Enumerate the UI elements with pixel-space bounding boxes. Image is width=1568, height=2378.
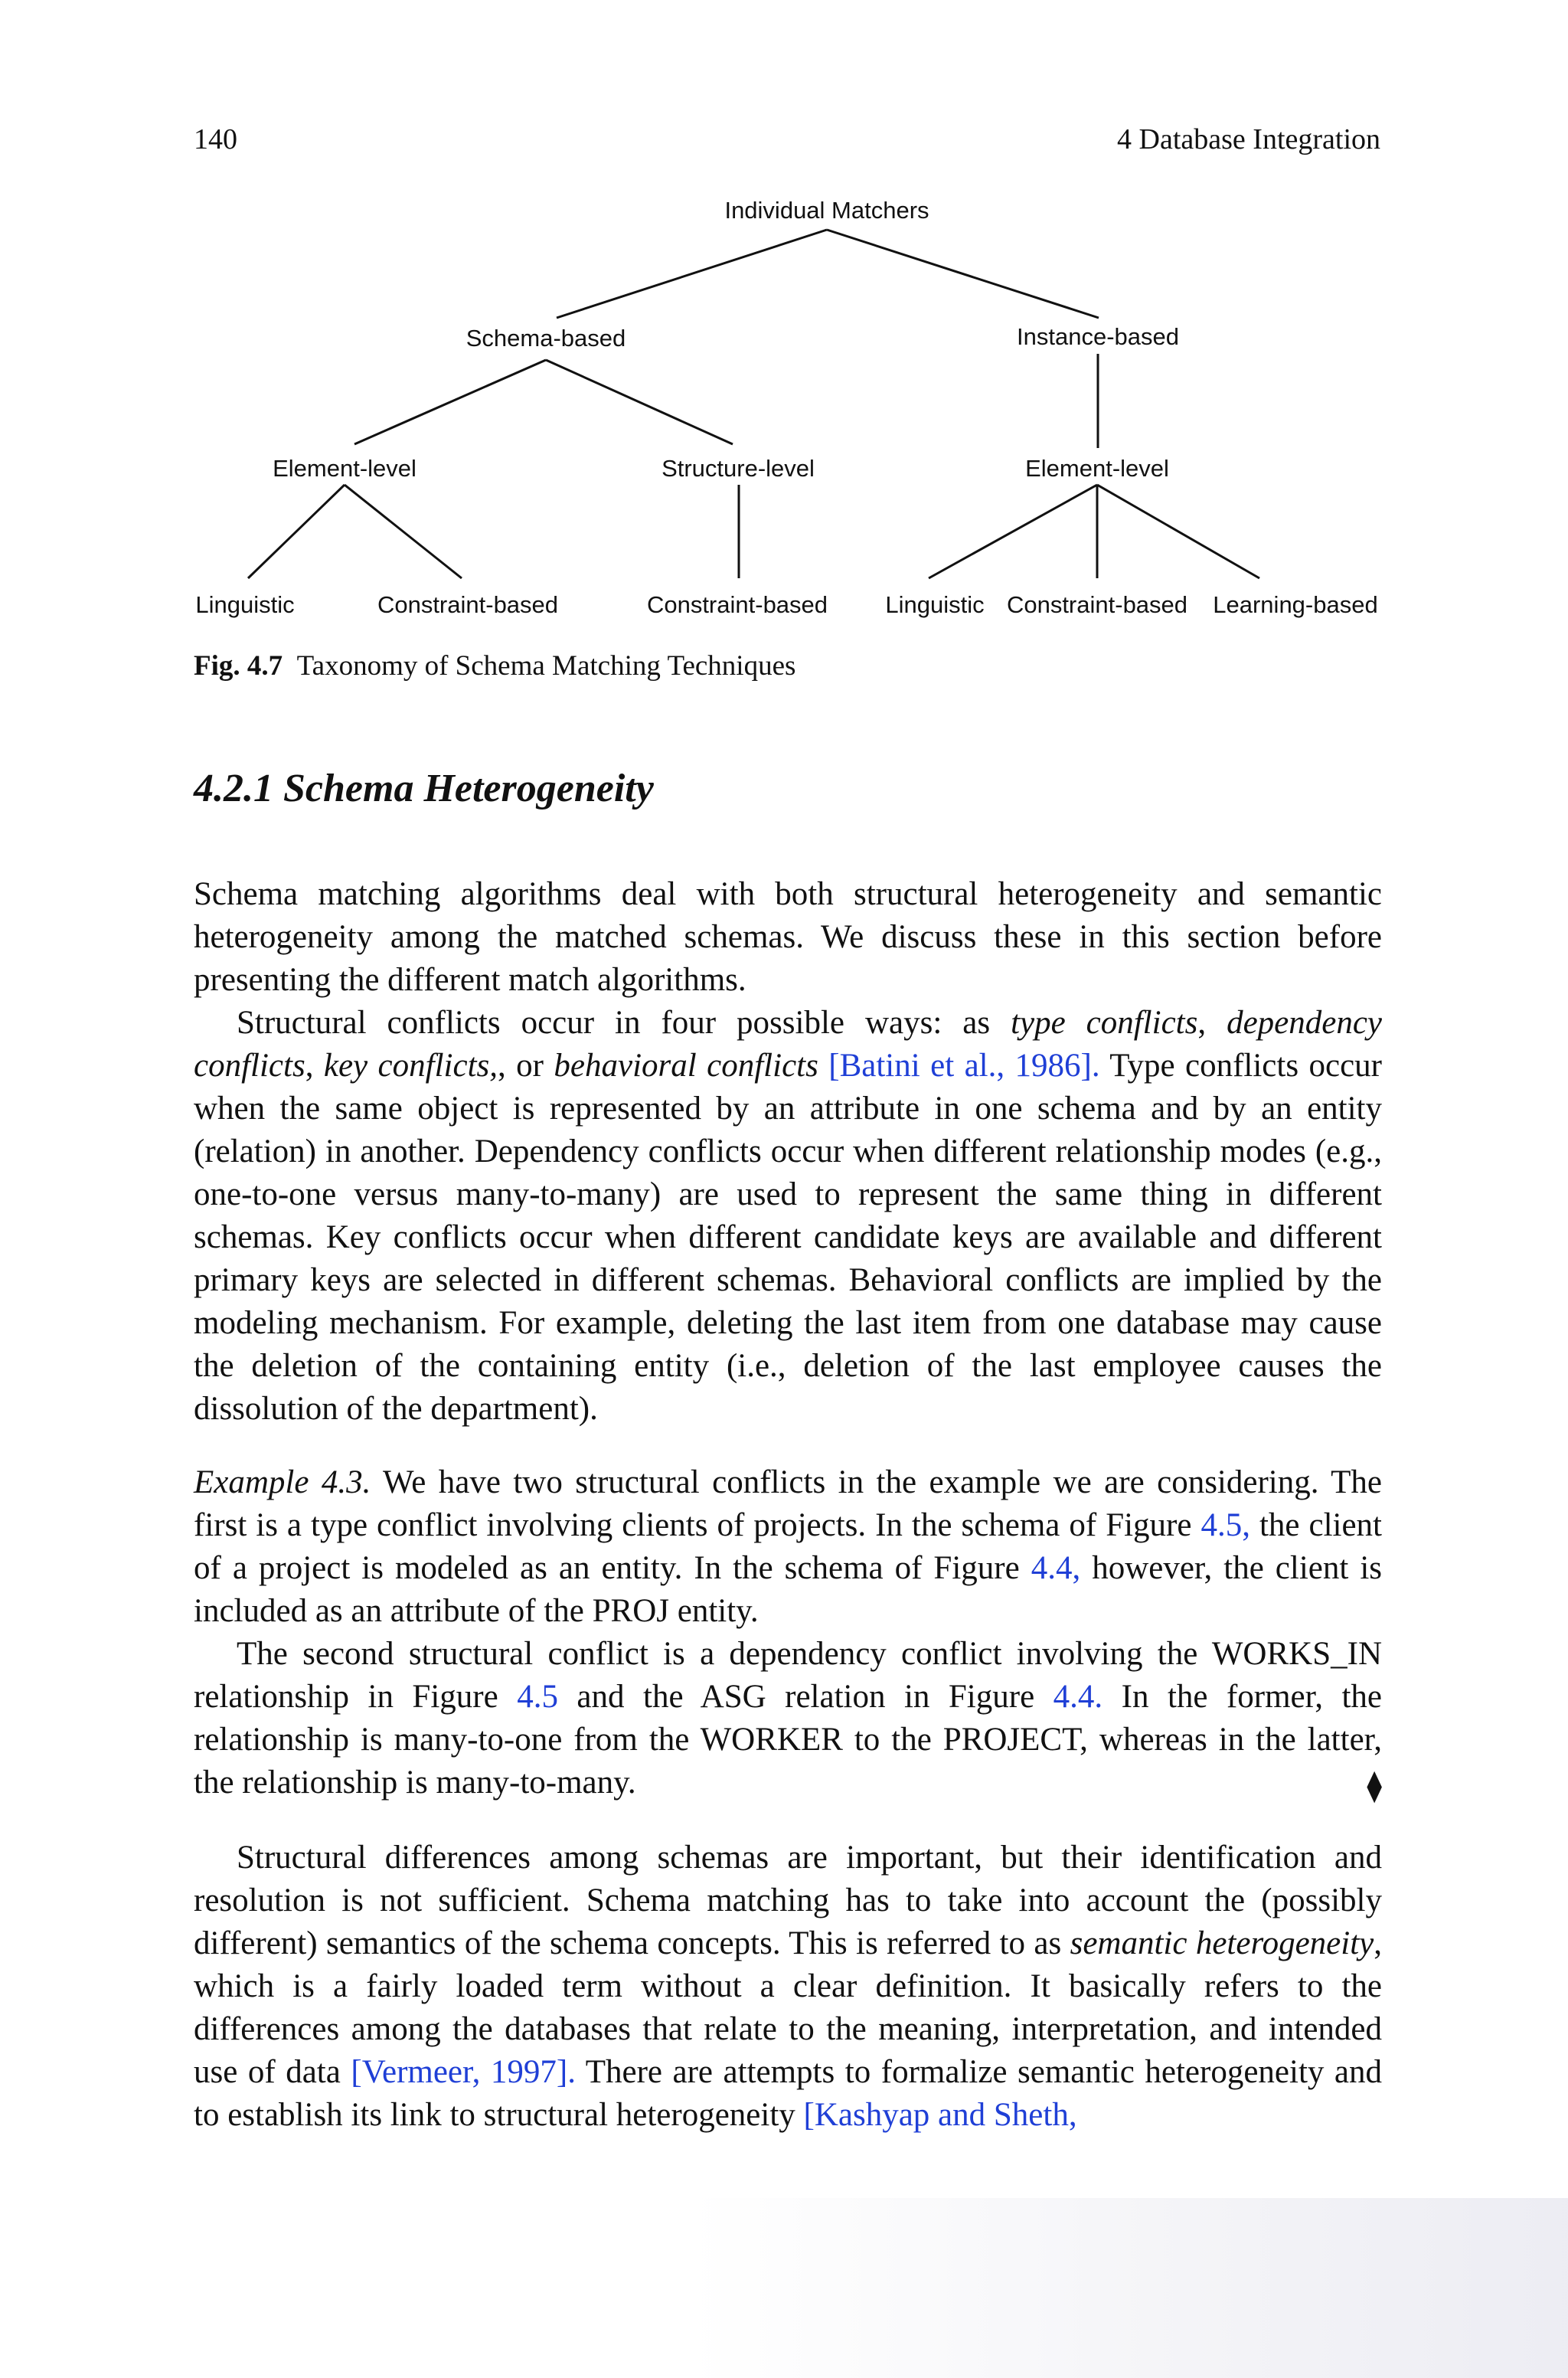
node-schema-based: Schema-based — [466, 325, 626, 352]
body-text — [194, 873, 1382, 2137]
leaf-schema-linguistic: Linguistic — [195, 591, 295, 618]
term-dependency-conflicts: dependency conflicts — [194, 1005, 1383, 1084]
term-type-conflicts: type conflicts — [1011, 1005, 1198, 1041]
leaf-learning-based: Learning-based — [1213, 591, 1378, 618]
term-behavioral-conflicts: behavioral conflicts — [554, 1048, 818, 1084]
figure-caption-text: Taxonomy of Schema Matching Techniques — [296, 650, 796, 682]
term-semantic-heterogeneity: semantic heterogeneity — [1070, 1925, 1374, 1961]
text-run: Type conflicts occur when the same object is represented by an attribute in one schema and by an entity (relation) in another. Dependency conflicts occur when different relationship modes (e.g., one-to-one versus many-to-many) are used to represent the same thing in different schemas. Key conflicts occur when different candidate keys are available and different primary keys are selected in different schemas. Behavioral conflicts are implied by the modeling mechanism. For example, deleting the last item from one database may cause the deletion of the containing entity (i.e., deletion of the last employee causes the dissolution of the department). — [194, 1048, 1382, 1427]
text-run: There are attempts to formalize semantic heterogeneity and to establish its link to structural heterogeneity — [194, 2054, 1383, 2133]
text-run: however, the client is included as an attribute of the PROJ entity. — [194, 1550, 1382, 1629]
text-run: , which is a fairly loaded term without a clear definition. It basically refers to the differences among the databases that relate to the meaning, interpretation, and intended use of data — [194, 1925, 1382, 2090]
text-run: We have two structural conflicts in the example we are considering. The first is a type conflict involving clients of projects. In the schema of Figure — [194, 1464, 1382, 1543]
example-label: Example 4.3. — [194, 1464, 371, 1500]
edge-root-instance — [827, 230, 1099, 318]
text-run: , or — [498, 1048, 554, 1084]
running-header — [194, 123, 1380, 161]
edge-schema-structure — [546, 360, 733, 444]
text-run: and the ASG relation in Figure — [557, 1679, 1054, 1715]
figure-ref-4-5[interactable]: 4.5 — [517, 1679, 558, 1715]
node-instance-element-level: Element-level — [1025, 455, 1169, 482]
taxonomy-figure — [176, 184, 1401, 643]
scan-shadow — [689, 2198, 1568, 2378]
edge-element-linguistic — [248, 485, 345, 578]
taxonomy-tree-diagram — [176, 184, 1401, 643]
text-run — [818, 1048, 828, 1084]
citation-batini-1986[interactable]: [Batini et al., 1986]. — [828, 1048, 1100, 1084]
leaf-schema-constraint-based: Constraint-based — [377, 591, 559, 618]
term-key-conflicts: key conflicts, — [323, 1048, 498, 1084]
leaf-structure-constraint-based: Constraint-based — [646, 591, 828, 618]
tree-edges — [248, 230, 1259, 578]
edge-element-constraint — [345, 485, 462, 578]
edge-schema-element — [354, 360, 546, 444]
citation-vermeer-1997[interactable]: [Vermeer, 1997]. — [351, 2054, 576, 2090]
text-run: the client of a project is modeled as an entity. In the schema of Figure — [194, 1507, 1383, 1586]
leaf-instance-linguistic: Linguistic — [885, 591, 985, 618]
edge-instance-linguistic — [929, 485, 1097, 578]
section-heading: 4.2.1 Schema Heterogeneity — [194, 767, 654, 810]
node-structure-level: Structure-level — [662, 455, 815, 482]
example-end-diamond-icon: ⧫ — [1367, 1768, 1382, 1803]
figure-caption-label: Fig. 4.7 — [194, 650, 283, 682]
edge-instance-learning — [1097, 485, 1259, 578]
text-run: Structural differences among schemas are important, but their identification and resolution is not sufficient. Schema matching has to take into account the (possibly different) semantics of the schema concepts. This is referred to as — [194, 1840, 1382, 1961]
figure-ref-4-4[interactable]: 4.4, — [1031, 1550, 1081, 1586]
chapter-title: 4 Database Integration — [1117, 123, 1380, 155]
figure-caption — [194, 649, 795, 682]
paragraph-semantic-heterogeneity — [194, 1837, 1382, 2137]
text-run: , — [305, 1048, 324, 1084]
node-schema-element-level: Element-level — [273, 455, 416, 482]
paragraph-dependency-conflict — [194, 1633, 1382, 1804]
edge-root-schema — [557, 230, 827, 318]
text-run: , — [1197, 1005, 1227, 1041]
page-number: 140 — [194, 123, 237, 155]
text-run: Structural conflicts occur in four possible ways: as — [237, 1005, 1011, 1041]
citation-kashyap-sheth[interactable]: [Kashyap and Sheth, — [803, 2097, 1077, 2133]
paragraph-example-4-3 — [194, 1461, 1382, 1633]
node-instance-based: Instance-based — [1017, 323, 1179, 350]
paragraph-intro: Schema matching algorithms deal with both structural heterogeneity and semantic heterogeneity among the matched schemas. We discuss these in this section before presenting the different match algorithms. — [194, 876, 1382, 998]
node-individual-matchers: Individual Matchers — [724, 197, 929, 224]
text-run: The second structural conflict is a dependency conflict involving the WORKS_IN relationship in Figure — [194, 1636, 1382, 1715]
figure-ref-4-4[interactable]: 4.4. — [1053, 1679, 1103, 1715]
figure-ref-4-5[interactable]: 4.5, — [1200, 1507, 1250, 1543]
paragraph-structural-conflicts — [194, 1002, 1382, 1431]
leaf-instance-constraint-based: Constraint-based — [1006, 591, 1188, 618]
text-run: In the former, the relationship is many-to-one from the WORKER to the PROJECT, whereas in the latter, the relationship is many-to-many. — [194, 1679, 1383, 1801]
